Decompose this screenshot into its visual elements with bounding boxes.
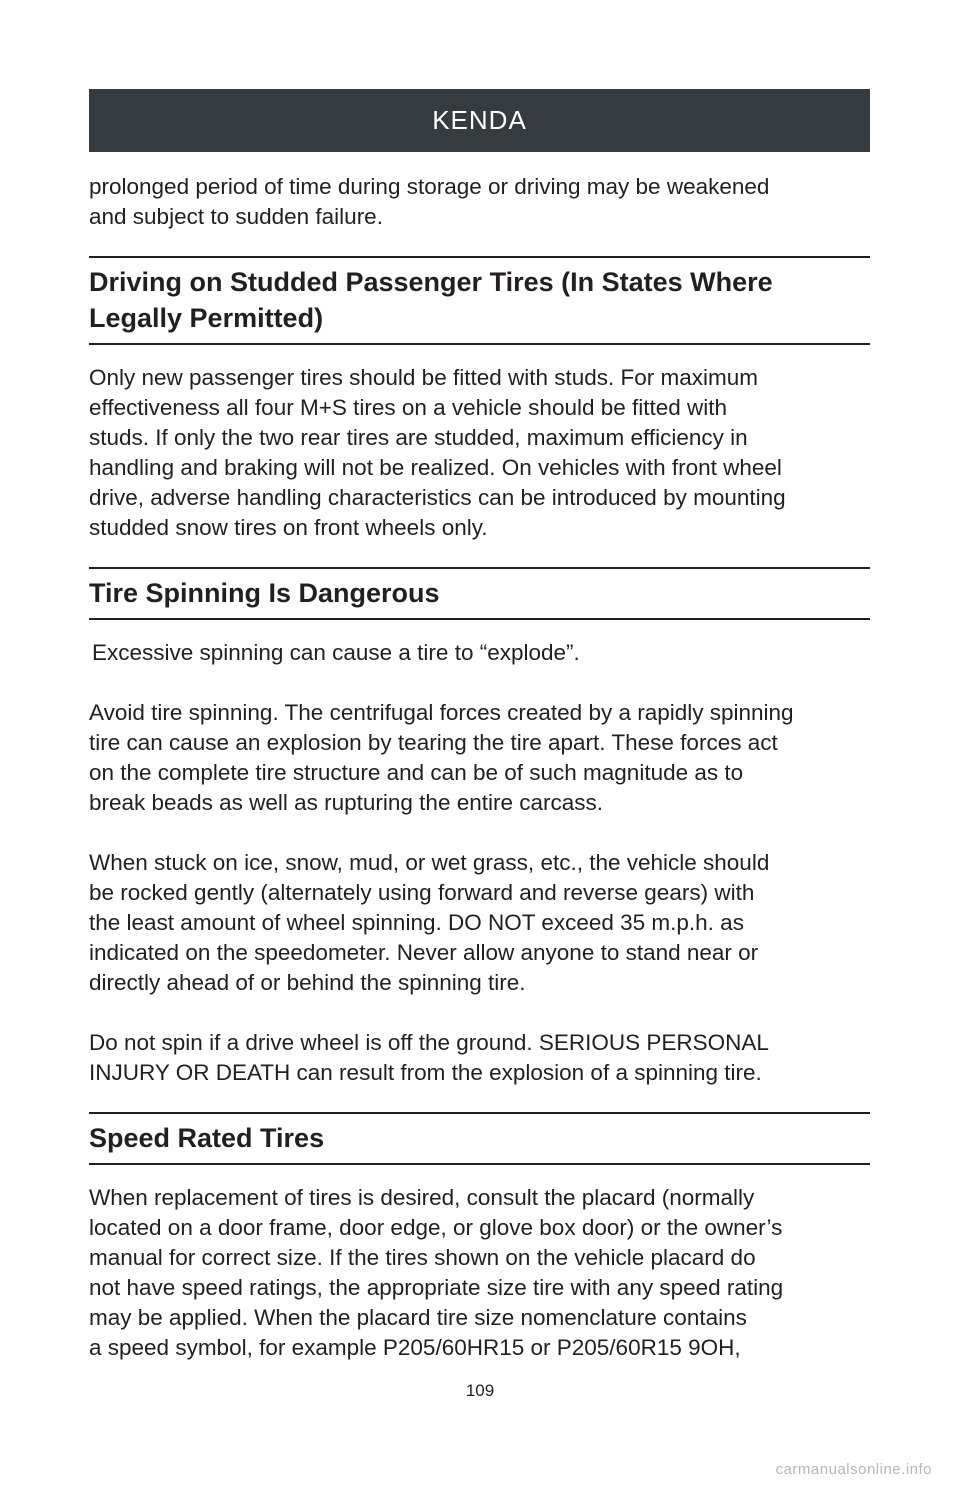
section-heading: [89, 1112, 870, 1165]
spinning-paragraph-stuck: When stuck on ice, snow, mud, or wet grass, etc., the vehicle should be rocked gently (alternately using forward and reverse gears) with the least amount of wheel spinning. DO NOT exceed 35 m.p.h. as indicated on the speedometer. Never allow anyone to stand near or directly ahead of or behind the spinning tire.: [89, 850, 770, 995]
section-studded-tires: [89, 256, 870, 543]
intro-paragraph: prolonged period of time during storage or driving may be weakened and subject to sudden failure.: [89, 174, 770, 229]
section-heading: [89, 256, 870, 345]
section-title-speed-rated-tires: Speed Rated Tires: [89, 1123, 325, 1153]
watermark-text: carmanualsonline.info: [775, 1461, 932, 1478]
header-title: KENDA: [432, 105, 527, 135]
section-heading: [89, 567, 870, 620]
studded-tires-paragraph: Only new passenger tires should be fitted with studs. For maximum effectiveness all four M+S tires on a vehicle should be fitted with studs. If only the two rear tires are studded, maximum efficiency in handling and braking will not be realized. On vehicles with front wheel drive, adverse handling characteristics can be introduced by mounting studded snow tires on front wheels only.: [89, 365, 786, 540]
spinning-warning-paragraph: Excessive spinning can cause a tire to “explode”.: [92, 640, 580, 665]
spinning-paragraph-avoid: Avoid tire spinning. The centrifugal forces created by a rapidly spinning tire can cause an explosion by tearing the tire apart. These forces act on the complete tire structure and can be of such magnitude as to break beads as well as rupturing the entire carcass.: [89, 700, 794, 815]
speed-rated-paragraph: When replacement of tires is desired, consult the placard (normally located on a door frame, door edge, or glove box door) or the owner’s manual for correct size. If the tires shown on the vehicle placard do not have speed ratings, the appropriate size tire with any speed rating may be applied. When the placard tire size nomenclature contains a speed symbol, for example P205/60HR15 or P205/60R15 9OH,: [89, 1185, 784, 1360]
section-tire-spinning: [89, 567, 870, 1088]
spinning-paragraph-drive-wheel: Do not spin if a drive wheel is off the ground. SERIOUS PERSONAL INJURY OR DEATH can result from the explosion of a spinning tire.: [89, 1030, 769, 1085]
section-title-studded-tires: Driving on Studded Passenger Tires (In States Where Legally Permitted): [89, 267, 773, 333]
page-content: [89, 172, 870, 1363]
page-number: 109: [465, 1381, 495, 1400]
section-speed-rated-tires: [89, 1112, 870, 1363]
section-title-tire-spinning: Tire Spinning Is Dangerous: [89, 578, 440, 608]
page-header: [89, 89, 870, 152]
